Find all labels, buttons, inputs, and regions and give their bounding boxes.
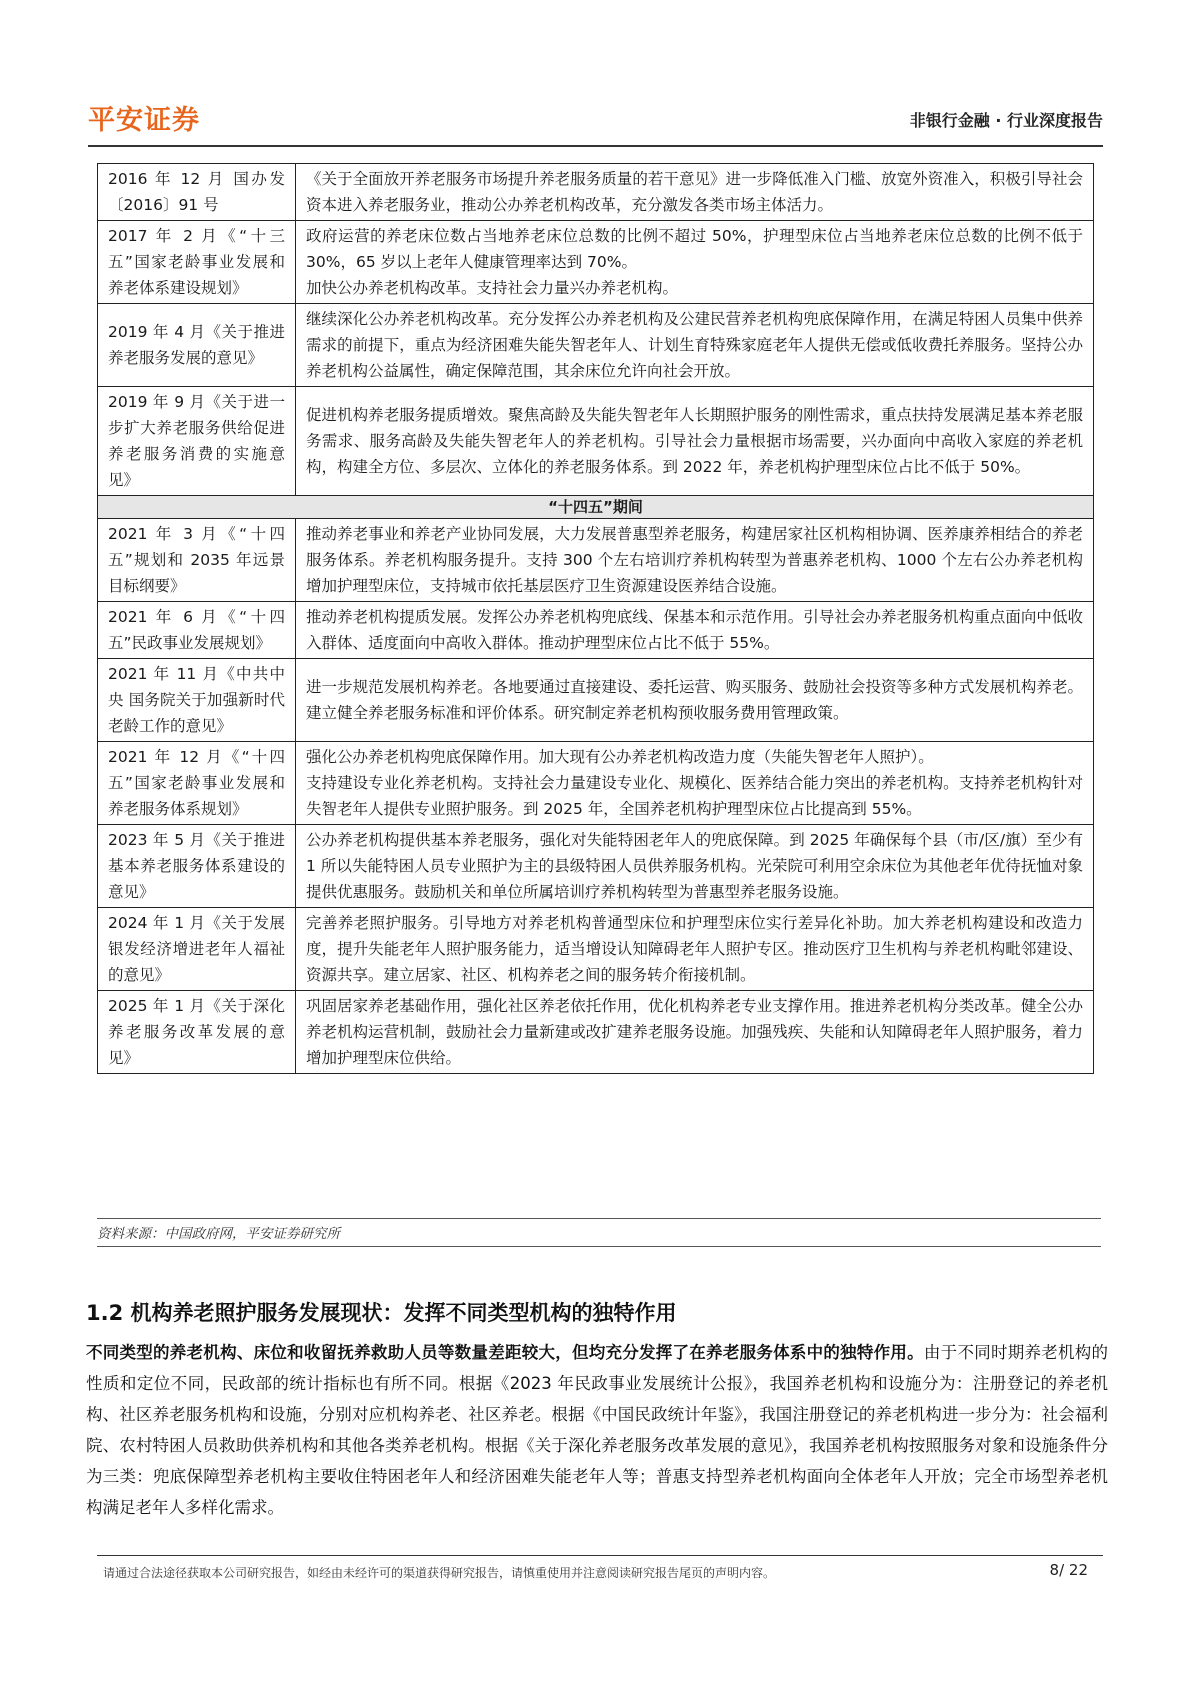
table-row: [98, 742, 1094, 825]
header-divider: [88, 145, 1103, 147]
company-logo: 平安证券: [88, 105, 200, 136]
table-row: [98, 602, 1094, 659]
policy-date: 2021 年 12 月《“十四五”国家老龄事业发展和养老服务体系规划》: [98, 742, 296, 825]
policy-content: [296, 742, 1094, 825]
policy-date: 2019 年 9 月《关于进一步扩大养老服务供给促进养老服务消费的实施意见》: [98, 387, 296, 496]
policy-content: 巩固居家养老基础作用，强化社区养老依托作用，优化机构养老专业支撑作用。推进养老机构分类改革。健全公办养老机构运营机制，鼓励社会力量新建或改扩建养老服务设施。加强残疾、失能和认知障碍老年人照护服务，着力增加护理型床位供给。: [296, 991, 1094, 1074]
report-type: 非银行金融 · 行业深度报告: [909, 111, 1103, 130]
footer-divider: [97, 1555, 1103, 1556]
policy-content: [296, 221, 1094, 304]
table-row: [98, 659, 1094, 742]
policy-date: 2023 年 5 月《关于推进基本养老服务体系建设的意见》: [98, 825, 296, 908]
policy-content-line: 支持建设专业化养老机构。支持社会力量建设专业化、规模化、医养结合能力突出的养老机构。支持养老机构针对失智老年人提供专业照护服务。到 2025 年，全国养老机构护理型床位占比提高到 55%。: [306, 774, 1083, 818]
page-number: 8/ 22: [1049, 1561, 1088, 1579]
table-source: 资料来源：中国政府网，平安证券研究所: [97, 1226, 340, 1242]
table-row: [98, 387, 1094, 496]
policy-date: 2021 年 11 月《中共中央 国务院关于加强新时代老龄工作的意见》: [98, 659, 296, 742]
policy-date: 2019 年 4 月《关于推进养老服务发展的意见》: [98, 304, 296, 387]
policy-date: 2025 年 1 月《关于深化养老服务改革发展的意见》: [98, 991, 296, 1074]
section-title: 1.2 机构养老照护服务发展现状：发挥不同类型机构的独特作用: [86, 1301, 677, 1325]
body-text: 由于不同时期养老机构的性质和定位不同，民政部的统计指标也有所不同。根据《2023 年民政事业发展统计公报》，我国养老机构和设施分为：注册登记的养老机构、社区养老服务机构和设施，分别对应机构养老、社区养老。根据《中国民政统计年鉴》，我国注册登记的养老机构进一步分为：社会福利院、农村特困人员救助供养机构和其他各类养老机构。根据《关于深化养老服务改革发展的意见》，我国养老机构按照服务对象和设施条件分为三类：兜底保障型养老机构主要收住特困老年人和经济困难失能老年人等；普惠支持型养老机构面向全体老年人开放；完全市场型养老机构满足老年人多样化需求。: [86, 1343, 1109, 1517]
policy-date: 2024 年 1 月《关于发展银发经济增进老年人福祉的意见》: [98, 908, 296, 991]
lead-sentence: 不同类型的养老机构、床位和收留抚养救助人员等数量差距较大，但均充分发挥了在养老服务体系中的独特作用。: [86, 1343, 924, 1362]
table-row: [98, 304, 1094, 387]
policy-content-line: 加快公办养老机构改革。支持社会力量兴办养老机构。: [306, 279, 679, 297]
source-divider-top: [97, 1218, 1101, 1219]
policy-content-line: 强化公办养老机构兜底保障作用。加大现有公办养老机构改造力度（失能失智老年人照护）。: [306, 748, 934, 766]
policy-date: 2016 年 12 月 国办发〔2016〕91 号: [98, 164, 296, 221]
table-row: [98, 519, 1094, 602]
policy-content-line: 政府运营的养老床位数占当地养老床位总数的比例不超过 50%，护理型床位占当地养老床位总数的比例不低于 30%，65 岁以上老年人健康管理率达到 70%。: [306, 227, 1083, 271]
policy-content: 继续深化公办养老机构改革。充分发挥公办养老机构及公建民营养老机构兜底保障作用，在满足特困人员集中供养需求的前提下，重点为经济困难失能失智老年人、计划生育特殊家庭老年人提供无偿或低收费托养服务。坚持公办养老机构公益属性，确定保障范围，其余床位允许向社会开放。: [296, 304, 1094, 387]
policy-content: 《关于全面放开养老服务市场提升养老服务质量的若干意见》进一步降低准入门槛、放宽外资准入，积极引导社会资本进入养老服务业，推动公办养老机构改革，充分激发各类市场主体活力。: [296, 164, 1094, 221]
source-divider-bottom: [97, 1246, 1101, 1247]
policy-content: 进一步规范发展机构养老。各地要通过直接建设、委托运营、购买服务、鼓励社会投资等多种方式发展机构养老。建立健全养老服务标准和评价体系。研究制定养老机构预收服务费用管理政策。: [296, 659, 1094, 742]
body-paragraph: [86, 1337, 1108, 1523]
footer-disclaimer: 请通过合法途径获取本公司研究报告，如经由未经许可的渠道获得研究报告，请慎重使用并注意阅读研究报告尾页的声明内容。: [103, 1566, 776, 1580]
policy-content: 推动养老事业和养老产业协同发展，大力发展普惠型养老服务，构建居家社区机构相协调、医养康养相结合的养老服务体系。养老机构服务提升。支持 300 个左右培训疗养机构转型为普惠养老机构、1000 个左右公办养老机构增加护理型床位，支持城市依托基层医疗卫生资源建设医养结合设施。: [296, 519, 1094, 602]
table-row: [98, 221, 1094, 304]
policy-content: 促进机构养老服务提质增效。聚焦高龄及失能失智老年人长期照护服务的刚性需求，重点扶持发展满足基本养老服务需求、服务高龄及失能失智老年人的养老机构。引导社会力量根据市场需要，兴办面向中高收入家庭的养老机构，构建全方位、多层次、立体化的养老服务体系。到 2022 年，养老机构护理型床位占比不低于 50%。: [296, 387, 1094, 496]
policy-content: 完善养老照护服务。引导地方对养老机构普通型床位和护理型床位实行差异化补助。加大养老机构建设和改造力度，提升失能老年人照护服务能力，适当增设认知障碍老年人照护专区。推动医疗卫生机构与养老机构毗邻建设、资源共享。建立居家、社区、机构养老之间的服务转介衔接机制。: [296, 908, 1094, 991]
policy-content: 公办养老机构提供基本养老服务，强化对失能特困老年人的兜底保障。到 2025 年确保每个县（市/区/旗）至少有 1 所以失能特困人员专业照护为主的县级特困人员供养服务机构。光荣院可利用空余床位为其他老年优待抚恤对象提供优惠服务。鼓励机关和单位所属培训疗养机构转型为普惠型养老服务设施。: [296, 825, 1094, 908]
table-row: [98, 825, 1094, 908]
policy-date: 2021 年 3 月《“十四五”规划和 2035 年远景目标纲要》: [98, 519, 296, 602]
policy-date: 2017 年 2 月《“十三五”国家老龄事业发展和养老体系建设规划》: [98, 221, 296, 304]
table-row: [98, 164, 1094, 221]
table-row: [98, 991, 1094, 1074]
table-row: [98, 908, 1094, 991]
section-heading: “十四五”期间: [98, 496, 1094, 519]
table-section-row: [98, 496, 1094, 519]
policy-table: [97, 163, 1094, 1074]
policy-date: 2021 年 6 月《“十四五”民政事业发展规划》: [98, 602, 296, 659]
policy-content: 推动养老机构提质发展。发挥公办养老机构兜底线、保基本和示范作用。引导社会办养老服务机构重点面向中低收入群体、适度面向中高收入群体。推动护理型床位占比不低于 55%。: [296, 602, 1094, 659]
